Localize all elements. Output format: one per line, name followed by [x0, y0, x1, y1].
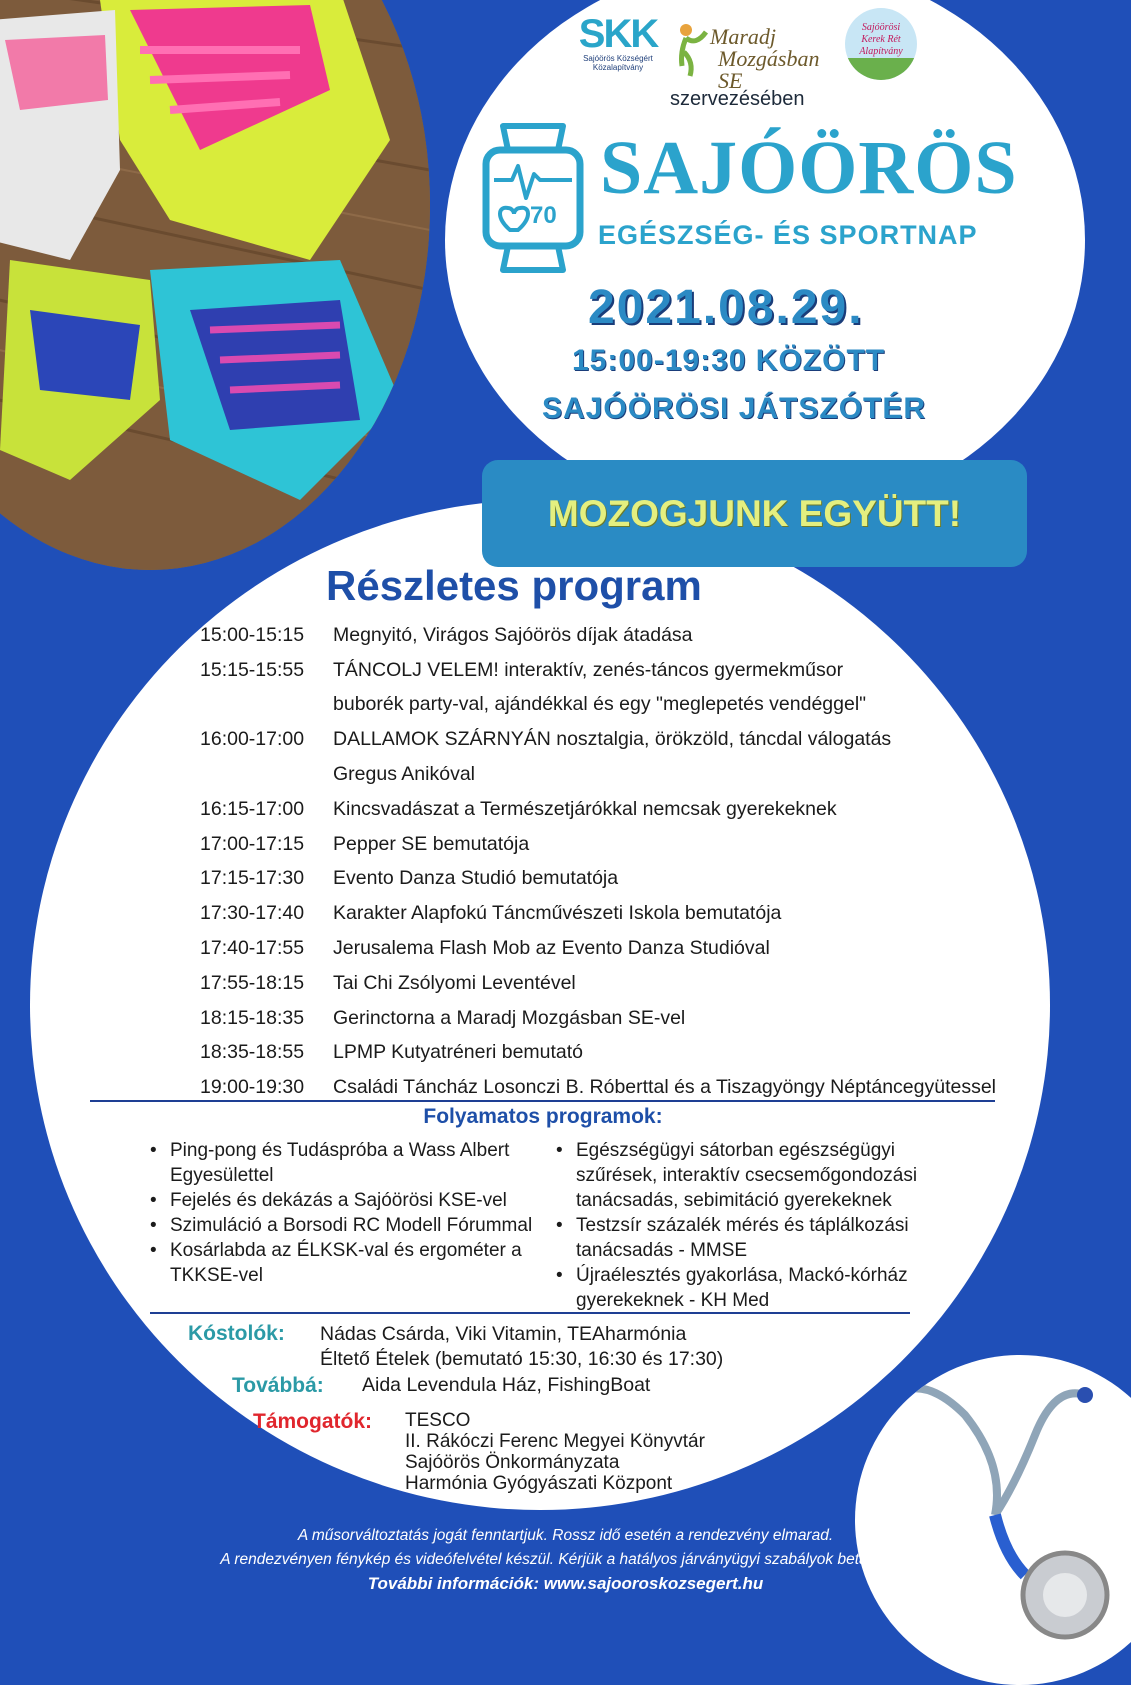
schedule-desc: Evento Danza Studió bemutatója [333, 867, 619, 890]
slogan-text: MOZOGJUNK EGYÜTT! [547, 492, 962, 534]
slogan-banner [482, 460, 1027, 567]
continuous-item [150, 1238, 540, 1288]
continuous-item [150, 1213, 540, 1238]
alap-line3: Alapítvány [859, 46, 903, 57]
schedule-time: 19:00-19:30 [200, 1076, 305, 1099]
kerek-ret-alapitvany-logo [845, 8, 917, 80]
bullet-icon: • [556, 1140, 563, 1161]
schedule-row [200, 896, 1080, 931]
schedule-desc: LPMP Kutyatréneri bemutató [333, 1041, 584, 1064]
continuous-item-text: Fejelés és dekázás a Sajóörösi KSE-vel [170, 1190, 507, 1211]
tovabba-label: Továbbá: [232, 1374, 324, 1397]
bullet-icon: • [556, 1265, 563, 1286]
szervezeseben-text: szervezésében [670, 88, 805, 110]
skk-logo-sub2: Közalapítvány [592, 63, 644, 72]
continuous-programs-title: Folyamatos programok: [423, 1105, 663, 1128]
schedule-row [200, 966, 1080, 1001]
tamogatok-list [405, 1410, 705, 1494]
divider [150, 1312, 910, 1314]
schedule-row [200, 862, 1080, 897]
mozgasban-text: Mozgásban SE [718, 46, 820, 93]
continuous-item [556, 1213, 956, 1263]
event-time: 15:00-19:30 KÖZÖTT [572, 344, 886, 377]
footer-note-2: A rendezvényen fénykép és videófelvétel készül. Kérjük a hatályos járványügyi szabályok betartását. [220, 1551, 911, 1568]
continuous-item-text: Újraélesztés gyakorlása, Mackó-kórház gyerekeknek - KH Med [576, 1265, 908, 1311]
sponsor: II. Rákóczi Ferenc Megyei Könyvtár [405, 1431, 705, 1452]
schedule-time: 17:30-17:40 [200, 902, 305, 925]
schedule-row [200, 1001, 1080, 1036]
schedule-time: 17:00-17:15 [200, 832, 305, 855]
schedule-desc: Megnyitó, Virágos Sajóörös díjak átadása [333, 623, 693, 646]
continuous-item-text: Egészségügyi sátorban egészségügyi szűrések, interaktív csecsemőgondozási tanácsadás, sebimitáció gyerekeknek [576, 1140, 918, 1211]
schedule-row [200, 757, 1080, 792]
bullet-icon: • [556, 1215, 563, 1236]
continuous-list-left [150, 1138, 540, 1288]
tamogatok-label: Támogatók: [253, 1410, 373, 1433]
schedule-time: 15:00-15:15 [200, 623, 305, 646]
schedule-desc: Tai Chi Zsólyomi Leventével [333, 971, 576, 994]
skk-logo-sub1: Sajóörös Községért [583, 54, 653, 63]
schedule-desc: Pepper SE bemutatója [333, 832, 530, 855]
divider [90, 1100, 995, 1102]
continuous-list-right [556, 1138, 956, 1313]
sponsor: TESCO [405, 1410, 471, 1431]
running-figure-icon [672, 22, 712, 80]
schedule-row [200, 792, 1080, 827]
kostolok-label: Kóstolók: [188, 1322, 285, 1345]
smartwatch-heart-icon [478, 118, 588, 278]
maradj-mozgasban-logo [672, 22, 827, 93]
skk-logo-mark: SKK [578, 12, 658, 56]
schedule-desc: Gerinctorna a Maradj Mozgásban SE-vel [333, 1006, 686, 1029]
schedule-desc: Jerusalema Flash Mob az Evento Danza Studióval [333, 937, 770, 960]
schedule-time: 18:35-18:55 [200, 1041, 305, 1064]
continuous-item [150, 1138, 540, 1188]
sponsor: Harmónia Gyógyászati Központ [405, 1473, 673, 1494]
bullet-icon: • [150, 1190, 157, 1211]
skk-logo [578, 14, 658, 72]
bullet-icon: • [150, 1215, 157, 1236]
schedule-desc: Családi Táncház Losonczi B. Róberttal és a Tiszagyöngy Néptáncegyütessel [333, 1076, 997, 1099]
bullet-icon: • [150, 1240, 157, 1261]
schedule-time: 16:15-17:00 [200, 797, 305, 820]
schedule-row [200, 653, 1080, 688]
schedule-desc: TÁNCOLJ VELEM! interaktív, zenés-táncos gyermekműsor [333, 658, 844, 681]
schedule-desc: Gregus Anikóval [333, 763, 475, 786]
schedule-row [200, 618, 1080, 653]
footer-website[interactable]: További információk: www.sajooroskozsegert.hu [367, 1574, 764, 1593]
sneakers-photo [0, 0, 430, 570]
continuous-item [556, 1138, 956, 1213]
continuous-item-text: Kosárlabda az ÉLKSK-val és ergométer a TKKSE-vel [170, 1240, 522, 1286]
continuous-item-text: Szimuláció a Borsodi RC Modell Fórummal [170, 1215, 533, 1236]
tovabba-value: Aida Levendula Ház, FishingBoat [362, 1374, 651, 1396]
stethoscope-photo [855, 1355, 1131, 1685]
schedule-row [200, 722, 1080, 757]
alap-line1: Sajóörösi [861, 22, 901, 33]
schedule-desc: buborék party-val, ajándékkal és egy "meglepetés vendéggel" [333, 693, 867, 716]
schedule-row [200, 1036, 1080, 1071]
footer-note-1: A műsorváltoztatás jogát fenntartjuk. Rossz idő esetén a rendezvény elmarad. [297, 1527, 834, 1544]
kostolok-line: Éltető Ételek (bemutató 15:30, 16:30 és 17:30) [320, 1348, 724, 1370]
kostolok-line: Nádas Csárda, Viki Vitamin, TEAharmónia [320, 1323, 687, 1345]
continuous-item-text: Testzsír százalék mérés és táplálkozási tanácsadás - MMSE [576, 1215, 909, 1261]
schedule-list [200, 618, 1080, 1105]
schedule-time: 16:00-17:00 [200, 728, 305, 751]
schedule-time: 15:15-15:55 [200, 658, 305, 681]
program-title: Részletes program [326, 562, 702, 609]
sponsor: Sajóörös Önkormányzata [405, 1452, 620, 1473]
schedule-time: 18:15-18:35 [200, 1006, 305, 1029]
event-subtitle: EGÉSZSÉG- ÉS SPORTNAP [598, 220, 978, 250]
schedule-time: 17:15-17:30 [200, 867, 305, 890]
watch-number: 70 [530, 202, 557, 229]
continuous-item [150, 1188, 540, 1213]
maradj-text: Maradj [710, 24, 776, 49]
event-date: 2021.08.29. [588, 281, 864, 334]
schedule-row [200, 688, 1080, 723]
schedule-row [200, 931, 1080, 966]
schedule-desc: DALLAMOK SZÁRNYÁN nosztalgia, örökzöld, táncdal válogatás [333, 728, 892, 751]
schedule-time: 17:55-18:15 [200, 971, 305, 994]
continuous-item-text: Ping-pong és Tudáspróba a Wass Albert Egyesülettel [170, 1140, 510, 1186]
continuous-item [556, 1263, 956, 1313]
schedule-desc: Karakter Alapfokú Táncművészeti Iskola bemutatója [333, 902, 782, 925]
kostolok-value [320, 1322, 723, 1372]
alap-line2: Kerek Rét [861, 34, 901, 45]
schedule-time: 17:40-17:55 [200, 937, 305, 960]
schedule-row [200, 827, 1080, 862]
event-place: SAJÓÖRÖSI JÁTSZÓTÉR [542, 392, 927, 425]
event-title: SAJÓÖRÖS [600, 126, 1018, 210]
bullet-icon: • [150, 1140, 157, 1161]
schedule-desc: Kincsvadászat a Természetjárókkal nemcsak gyerekeknek [333, 797, 837, 820]
